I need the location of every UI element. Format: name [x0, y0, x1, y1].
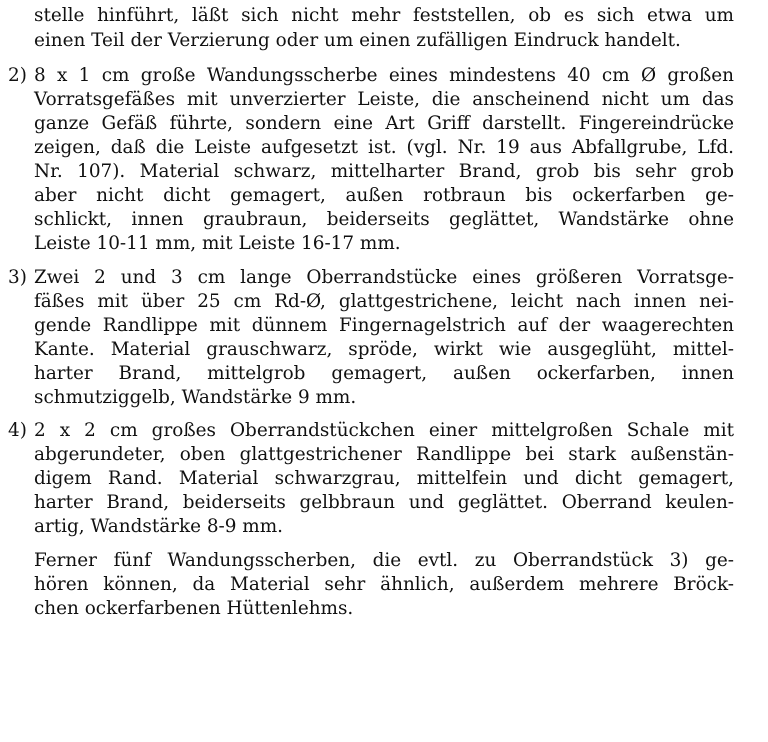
- item-number: 3): [8, 267, 27, 288]
- item-number: 4): [8, 420, 27, 441]
- text-line: Vorratsgefäßes mit unverzierter Leiste, die anscheinend nicht um das: [34, 89, 734, 110]
- text-line: hören können, da Material sehr ähnlich, außerdem mehrere Bröck-: [34, 574, 734, 595]
- text-line: Leiste 10-11 mm, mit Leiste 16-17 mm.: [34, 233, 401, 254]
- text-line: aber nicht dicht gemagert, außen rotbraun bis ockerfarben ge-: [34, 185, 734, 206]
- text-line: Kante. Material grauschwarz, spröde, wirkt wie ausgeglüht, mittel-: [34, 339, 734, 360]
- text-line: fäßes mit über 25 cm Rd-Ø, glattgestrichene, leicht nach innen nei-: [34, 291, 734, 312]
- text-line: schlickt, innen graubraun, beiderseits geglättet, Wandstärke ohne: [34, 209, 734, 230]
- text-line: einen Teil der Verzierung oder um einen zufälligen Eindruck handelt.: [34, 30, 681, 51]
- text-line: chen ockerfarbenen Hüttenlehms.: [34, 598, 354, 619]
- text-line: abgerundeter, oben glattgestrichener Randlippe bei stark außenstän-: [34, 444, 734, 465]
- text-line: harter Brand, beiderseits gelbbraun und geglättet. Oberrand keulen-: [34, 492, 734, 513]
- text-line: zeigen, daß die Leiste aufgesetzt ist. (vgl. Nr. 19 aus Abfallgrube, Lfd.: [34, 137, 734, 158]
- item-number: 2): [8, 65, 27, 86]
- text-line: gende Randlippe mit dünnem Fingernagelstrich auf der waagerechten: [34, 315, 734, 336]
- text-line: digem Rand. Material schwarzgrau, mittelfein und dicht gemagert,: [34, 468, 734, 489]
- text-line: harter Brand, mittelgrob gemagert, außen ockerfarben, innen: [34, 363, 734, 384]
- text-line: Zwei 2 und 3 cm lange Oberrandstücke eines größeren Vorratsge-: [34, 267, 734, 288]
- text-line: 2 x 2 cm großes Oberrandstückchen einer mittelgroßen Schale mit: [34, 420, 734, 441]
- text-line: 8 x 1 cm große Wandungsscherbe eines mindestens 40 cm Ø großen: [34, 65, 734, 86]
- text-line: artig, Wandstärke 8-9 mm.: [34, 516, 284, 537]
- text-line: Ferner fünf Wandungsscherben, die evtl. zu Oberrandstück 3) ge-: [34, 550, 734, 571]
- text-line: stelle hinführt, läßt sich nicht mehr feststellen, ob es sich etwa um: [34, 5, 734, 26]
- text-line: schmutziggelb, Wandstärke 9 mm.: [34, 387, 357, 408]
- text-line: Nr. 107). Material schwarz, mittelharter Brand, grob bis sehr grob: [34, 161, 734, 182]
- text-line: ganze Gefäß führte, sondern eine Art Griff darstellt. Fingereindrücke: [34, 113, 734, 134]
